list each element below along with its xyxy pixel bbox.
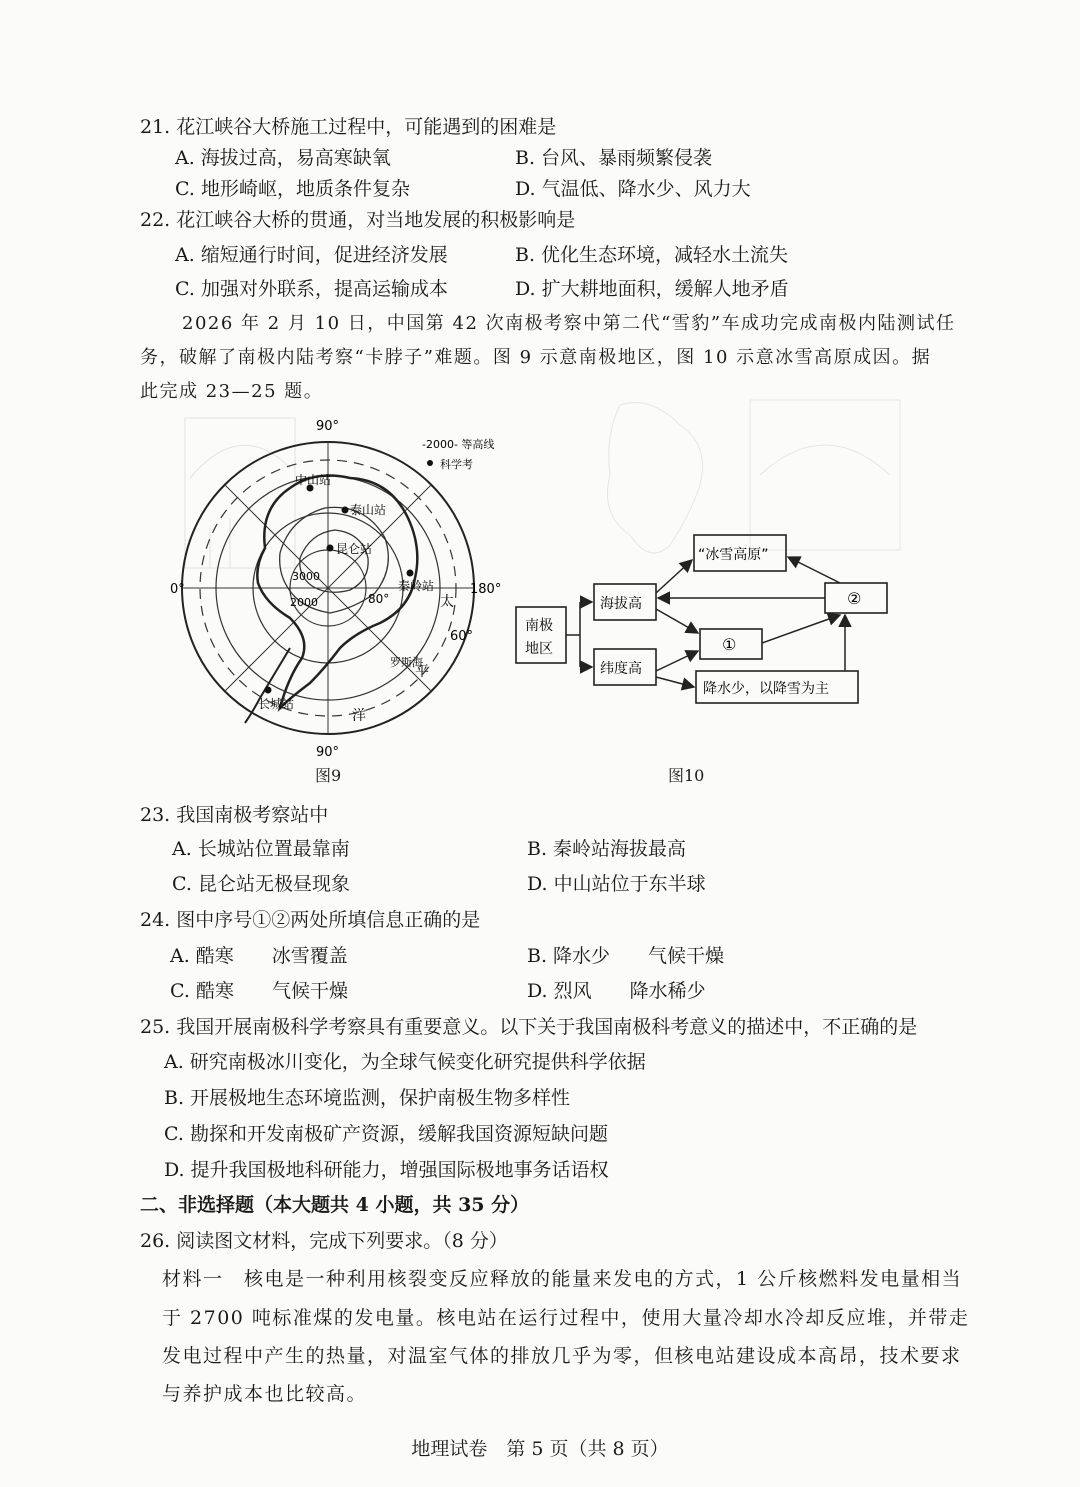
- box-antarctic-text-1: 南极: [525, 618, 553, 634]
- q22-stem: 22. 花江峡谷大桥的贯通，对当地发展的积极影响是: [140, 209, 576, 231]
- box-precipitation: 降水少，以降雪为主: [703, 681, 829, 697]
- box-altitude: 海拔高: [600, 596, 642, 612]
- label-kunlun: 昆仑站: [336, 542, 373, 556]
- q21-stem: 21. 花江峡谷大桥施工过程中，可能遇到的困难是: [140, 116, 557, 138]
- label-ocean-yang: 洋: [352, 708, 366, 724]
- q23-option-d: D. 中山站位于东半球: [527, 873, 706, 895]
- q26-material-line-4: 与养护成本也比较高。: [162, 1383, 368, 1405]
- intro-line-2: 务，破解了南极内陆考察“卡脖子”难题。图 9 示意南极地区，图 10 示意冰雪高原成因。据: [140, 347, 932, 368]
- label-zhongshan: 中山站: [295, 473, 332, 487]
- qinling-station-dot: [407, 570, 414, 577]
- intro-line-3: 此完成 23—25 题。: [140, 381, 324, 402]
- q26-material-line-2: 于 2700 吨标准煤的发电量。核电站在运行过程中，使用大量冷却水冷却反应堆，并带走: [162, 1307, 970, 1329]
- box-blank-2: ②: [847, 589, 862, 608]
- label-ocean-ping: 平: [415, 664, 429, 680]
- legend-contour: -2000- 等高线: [422, 438, 495, 451]
- q24-option-c: C. 酷寒 气候干燥: [170, 980, 348, 1002]
- label-ocean-tai: 太: [440, 594, 454, 610]
- taishan-station-dot: [342, 507, 349, 514]
- q26-material-line-3: 发电过程中产生的热量，对温室气体的排放几乎为零，但核电站建设成本高昂，技术要求: [162, 1345, 962, 1367]
- intro-line-1: 2026 年 2 月 10 日，中国第 42 次南极考察中第二代“雪豹”车成功完成南极内陆测试任: [182, 313, 956, 334]
- label-180-deg: 180°: [470, 582, 502, 597]
- q22-option-b: B. 优化生态环境，减轻水土流失: [515, 244, 789, 266]
- q24-stem: 24. 图中序号①②两处所填信息正确的是: [140, 909, 481, 931]
- q21-option-b: B. 台风、暴雨频繁侵袭: [515, 147, 713, 169]
- q22-option-a: A. 缩短通行时间，促进经济发展: [175, 244, 448, 266]
- box-blank-1: ①: [722, 635, 737, 654]
- q22-option-d: D. 扩大耕地面积，缓解人地矛盾: [515, 278, 789, 300]
- q26-material-line-1: 材料一 核电是一种利用核裂变反应释放的能量来发电的方式，1 公斤核燃料发电量相当: [162, 1268, 963, 1290]
- label-contour-3000: 3000: [292, 570, 320, 583]
- q25-option-b: B. 开展极地生态环境监测，保护南极生物多样性: [164, 1087, 571, 1109]
- label-bottom-90: 90°: [316, 745, 340, 758]
- figure-9-antarctic-map: [140, 408, 510, 758]
- figure-9-caption: 图9: [315, 766, 342, 785]
- q23-stem: 23. 我国南极考察站中: [140, 804, 329, 826]
- figure-10-caption: 图10: [668, 766, 705, 785]
- q21-option-d: D. 气温低、降水少、风力大: [515, 178, 751, 200]
- label-lat-60: 60°: [450, 629, 474, 644]
- q25-option-d: D. 提升我国极地科研能力，增强国际极地事务话语权: [164, 1159, 609, 1181]
- q21-option-c: C. 地形崎岖，地质条件复杂: [175, 178, 410, 200]
- q25-option-c: C. 勘探和开发南极矿产资源，缓解我国资源短缺问题: [164, 1123, 608, 1145]
- q23-option-a: A. 长城站位置最靠南: [172, 838, 350, 860]
- q26-stem: 26. 阅读图文材料，完成下列要求。（8 分）: [140, 1230, 508, 1252]
- box-antarctic-text-2: 地区: [525, 641, 553, 657]
- figure-10-flow-diagram: [510, 395, 930, 745]
- legend-station: 科学考: [440, 458, 473, 471]
- q23-option-c: C. 昆仑站无极昼现象: [172, 873, 350, 895]
- legend-station-dot: [427, 460, 433, 466]
- label-qinling: 秦岭站: [398, 579, 435, 593]
- label-lat-80: 80°: [368, 592, 390, 606]
- q23-option-b: B. 秦岭站海拔最高: [527, 838, 687, 860]
- page-footer: 地理试卷 第 5 页（共 8 页）: [411, 1438, 669, 1460]
- box-ice-plateau: “冰雪高原”: [698, 547, 769, 563]
- label-ross-sea: 罗斯海: [390, 656, 423, 669]
- q24-option-a: A. 酷寒 冰雪覆盖: [170, 945, 348, 967]
- q24-option-d: D. 烈风 降水稀少: [527, 980, 706, 1002]
- kunlun-station-dot: [327, 545, 334, 552]
- changcheng-station-dot: [265, 687, 272, 694]
- label-top-90: 90°: [316, 419, 340, 434]
- q22-option-c: C. 加强对外联系，提高运输成本: [175, 278, 448, 300]
- label-changcheng: 长城站: [258, 697, 295, 711]
- section-2-heading: 二、非选择题（本大题共 4 小题，共 35 分）: [140, 1194, 530, 1216]
- label-0-deg: 0°: [170, 582, 185, 597]
- label-contour-2000: 2000: [290, 596, 318, 609]
- label-taishan: 泰山站: [350, 503, 387, 517]
- box-latitude: 纬度高: [600, 661, 642, 677]
- q21-option-a: A. 海拔过高，易高寒缺氧: [175, 147, 391, 169]
- q24-option-b: B. 降水少 气候干燥: [527, 945, 725, 967]
- q25-option-a: A. 研究南极冰川变化，为全球气候变化研究提供科学依据: [164, 1051, 646, 1073]
- q25-stem: 25. 我国开展南极科学考察具有重要意义。以下关于我国南极科考意义的描述中，不正确的是: [140, 1016, 918, 1038]
